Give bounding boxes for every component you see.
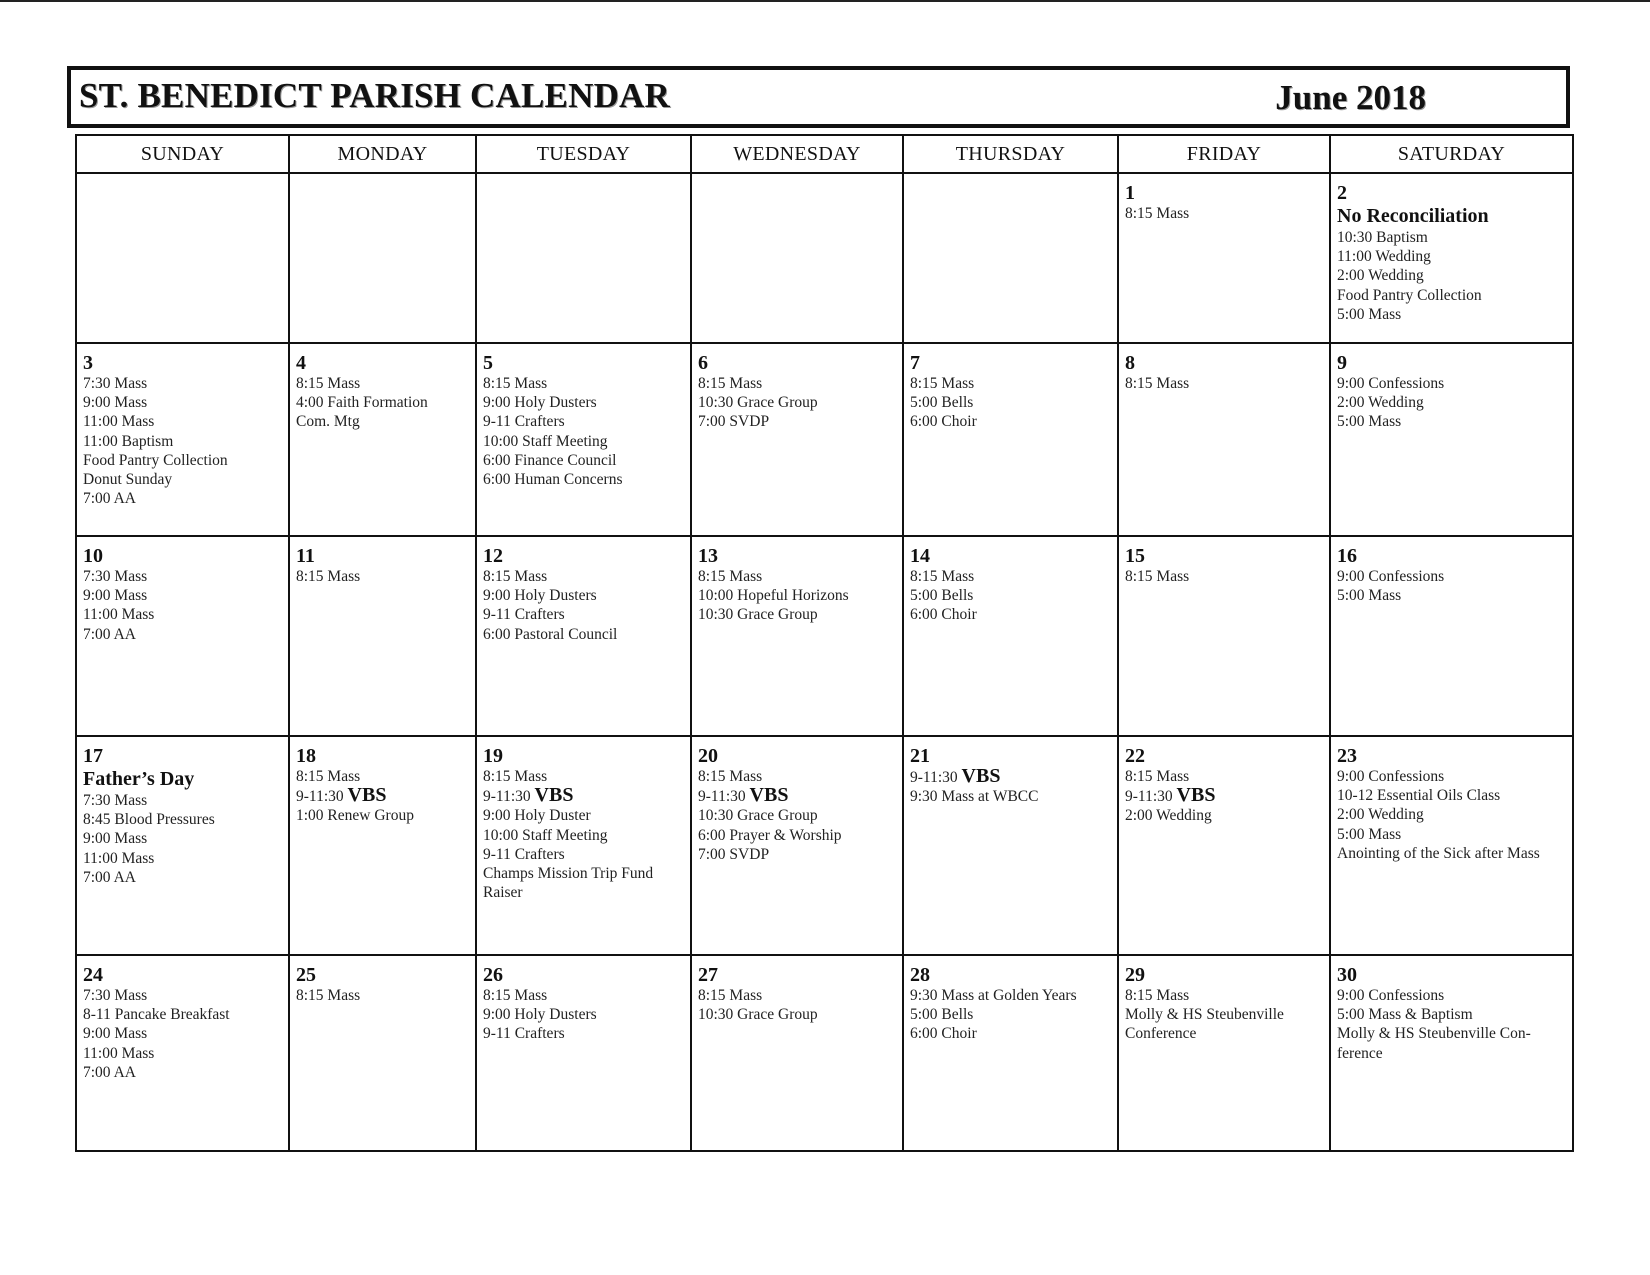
day-number: 24 bbox=[83, 964, 103, 986]
event-item: 8:15 Mass bbox=[296, 987, 361, 1004]
day-cell bbox=[289, 536, 476, 736]
event-item: 8:15 Mass bbox=[483, 987, 548, 1004]
event-item: 5:00 Mass & Baptism bbox=[1337, 1006, 1473, 1024]
event-item: 10:30 Grace Group bbox=[698, 1006, 818, 1024]
event-item: 9:30 Mass at Golden Years bbox=[910, 987, 1077, 1004]
day-number: 22 bbox=[1125, 745, 1145, 767]
event-item bbox=[910, 767, 1111, 787]
day-cell bbox=[76, 736, 289, 955]
event-highlight-label: VBS bbox=[749, 784, 789, 807]
event-item: 5:00 Bells bbox=[910, 1006, 974, 1024]
event-item: 7:00 SVDP bbox=[698, 413, 770, 431]
event-item: 9:00 Confessions bbox=[1337, 568, 1445, 585]
event-item: 9:00 Mass bbox=[83, 587, 148, 605]
day-number: 20 bbox=[698, 745, 718, 767]
day-number: 17 bbox=[83, 745, 103, 767]
event-item: 5:00 Mass bbox=[1337, 413, 1402, 431]
event-item: 9:00 Holy Dusters bbox=[483, 394, 597, 412]
event-item: 8:15 Mass bbox=[910, 375, 975, 392]
event-item: 6:00 Choir bbox=[910, 1025, 977, 1043]
day-cell bbox=[76, 536, 289, 736]
empty-day-cell bbox=[903, 173, 1118, 343]
calendar-header bbox=[67, 66, 1570, 128]
event-item: 9:00 Mass bbox=[83, 394, 148, 412]
event-item: 8:15 Mass bbox=[296, 568, 361, 585]
weekday-sunday: SUNDAY bbox=[76, 135, 289, 173]
event-item: 9:00 Mass bbox=[83, 1025, 148, 1043]
event-item: 2:00 Wedding bbox=[1337, 267, 1424, 285]
day-cell bbox=[903, 736, 1118, 955]
event-item: 5:00 Bells bbox=[910, 394, 974, 412]
empty-day-cell bbox=[476, 173, 691, 343]
event-item bbox=[296, 786, 469, 806]
day-cell bbox=[691, 536, 903, 736]
day-number: 23 bbox=[1337, 745, 1357, 767]
day-cell bbox=[476, 736, 691, 955]
event-item: 11:00 Mass bbox=[83, 849, 155, 867]
event-item: 7:30 Mass bbox=[83, 987, 148, 1004]
event-item: 9:00 Holy Dusters bbox=[483, 587, 597, 605]
day-cell bbox=[476, 955, 691, 1151]
event-item: 7:00 AA bbox=[83, 625, 136, 643]
event-item: 8:15 Mass bbox=[698, 768, 763, 785]
day-number: 4 bbox=[296, 352, 306, 374]
weeks-body bbox=[76, 173, 1573, 1151]
day-number: 12 bbox=[483, 545, 503, 567]
event-item: 5:00 Mass bbox=[1337, 305, 1402, 323]
event-item: 7:00 AA bbox=[83, 1063, 136, 1081]
day-cell bbox=[1118, 736, 1330, 955]
event-item: 4:00 Faith Formation bbox=[296, 394, 428, 412]
weekday-thursday: THURSDAY bbox=[903, 135, 1118, 173]
event-time: 9-11:30 bbox=[483, 788, 535, 806]
day-number: 8 bbox=[1125, 352, 1135, 374]
event-item: 10-12 Essential Oils Class bbox=[1337, 787, 1501, 805]
day-number: 11 bbox=[296, 545, 315, 567]
day-cell bbox=[1330, 173, 1573, 343]
event-item: 9-11 Crafters bbox=[483, 1025, 565, 1043]
day-cell bbox=[903, 536, 1118, 736]
event-highlight: No Reconciliation bbox=[1337, 205, 1489, 227]
day-cell bbox=[289, 955, 476, 1151]
weekday-wednesday: WEDNESDAY bbox=[691, 135, 903, 173]
day-number: 26 bbox=[483, 964, 503, 986]
event-item: 9:00 Confessions bbox=[1337, 375, 1445, 392]
week-row bbox=[76, 173, 1573, 343]
event-item: 9-11 Crafters bbox=[483, 606, 565, 624]
day-cell bbox=[1118, 343, 1330, 536]
event-item: 11:00 Wedding bbox=[1337, 248, 1431, 266]
day-number: 9 bbox=[1337, 352, 1347, 374]
week-row bbox=[76, 343, 1573, 536]
day-cell bbox=[691, 955, 903, 1151]
event-item: 6:00 Pastoral Council bbox=[483, 625, 618, 643]
event-item: 8:15 Mass bbox=[483, 568, 548, 585]
day-cell bbox=[1330, 343, 1573, 536]
day-number: 3 bbox=[83, 352, 93, 374]
event-item: 8:15 Mass bbox=[1125, 768, 1190, 785]
event-item: 8:15 Mass bbox=[296, 768, 361, 785]
event-item: 8:15 Mass bbox=[1125, 375, 1190, 392]
day-number: 21 bbox=[910, 745, 930, 767]
event-item: 1:00 Renew Group bbox=[296, 807, 414, 825]
event-item: 7:00 AA bbox=[83, 490, 136, 508]
day-number: 13 bbox=[698, 545, 718, 567]
week-row bbox=[76, 736, 1573, 955]
day-cell bbox=[691, 343, 903, 536]
event-item: 6:00 Choir bbox=[910, 606, 977, 624]
event-highlight-label: VBS bbox=[1176, 784, 1216, 807]
event-item: 8:15 Mass bbox=[698, 987, 763, 1004]
day-cell bbox=[76, 955, 289, 1151]
event-item: 10:30 Baptism bbox=[1337, 229, 1428, 246]
event-item: 10:30 Grace Group bbox=[698, 807, 818, 825]
event-item: Molly & HS Steubenville Conference bbox=[1125, 1006, 1284, 1043]
event-item: 8:15 Mass bbox=[483, 768, 548, 785]
day-number: 7 bbox=[910, 352, 920, 374]
event-item: 2:00 Wedding bbox=[1337, 394, 1424, 412]
event-item: Donut Sunday bbox=[83, 471, 173, 489]
event-item: Molly & HS Steubenville Con-ference bbox=[1337, 1025, 1531, 1062]
event-item: 7:00 AA bbox=[83, 868, 136, 886]
day-cell bbox=[1330, 955, 1573, 1151]
event-highlight-label: VBS bbox=[534, 784, 574, 807]
event-item: 8:15 Mass bbox=[296, 375, 361, 392]
event-item: 7:30 Mass bbox=[83, 568, 148, 585]
day-number: 18 bbox=[296, 745, 316, 767]
event-item: 7:30 Mass bbox=[83, 375, 148, 392]
day-cell bbox=[76, 343, 289, 536]
calendar-month: June 2018 bbox=[1275, 78, 1426, 117]
event-item: 5:00 Bells bbox=[910, 587, 974, 605]
event-item: 7:00 SVDP bbox=[698, 845, 770, 863]
event-item: 9:30 Mass at WBCC bbox=[910, 788, 1039, 806]
event-item: 9:00 Holy Dusters bbox=[483, 1006, 597, 1024]
calendar-title: ST. BENEDICT PARISH CALENDAR bbox=[79, 76, 670, 115]
event-item: 10:30 Grace Group bbox=[698, 606, 818, 624]
weekday-header-row bbox=[76, 135, 1573, 173]
event-item: 11:00 Mass bbox=[83, 606, 155, 624]
event-item: 10:00 Hopeful Horizons bbox=[698, 587, 849, 605]
month-grid bbox=[75, 134, 1574, 1152]
event-item: 8:15 Mass bbox=[1125, 205, 1190, 222]
event-item: 9-11 Crafters bbox=[483, 845, 565, 863]
event-time: 9-11:30 bbox=[1125, 788, 1177, 806]
event-item: 2:00 Wedding bbox=[1337, 806, 1424, 824]
day-cell bbox=[289, 736, 476, 955]
event-highlight-label: VBS bbox=[347, 784, 387, 807]
day-cell bbox=[903, 343, 1118, 536]
event-item: 9:00 Holy Duster bbox=[483, 807, 591, 825]
day-number: 30 bbox=[1337, 964, 1357, 986]
day-number: 29 bbox=[1125, 964, 1145, 986]
event-item: 9:00 Confessions bbox=[1337, 987, 1445, 1004]
day-number: 15 bbox=[1125, 545, 1145, 567]
event-item: Champs Mission Trip Fund Raiser bbox=[483, 865, 654, 902]
event-item: Anointing of the Sick after Mass bbox=[1337, 844, 1540, 862]
day-cell bbox=[289, 343, 476, 536]
day-cell bbox=[476, 536, 691, 736]
day-number: 10 bbox=[83, 545, 103, 567]
event-item: 8:15 Mass bbox=[698, 568, 763, 585]
event-item: 2:00 Wedding bbox=[1125, 807, 1212, 825]
event-item: 8:15 Mass bbox=[698, 375, 763, 392]
event-item: 9:00 Confessions bbox=[1337, 768, 1445, 785]
event-item: 8-11 Pancake Breakfast bbox=[83, 1006, 230, 1024]
event-item: 6:00 Prayer & Worship bbox=[698, 826, 842, 844]
event-highlight-label: VBS bbox=[961, 765, 1001, 787]
day-cell bbox=[1118, 536, 1330, 736]
weekday-tuesday: TUESDAY bbox=[476, 135, 691, 173]
event-time: 9-11:30 bbox=[698, 788, 750, 806]
day-number: 6 bbox=[698, 352, 708, 374]
day-number: 1 bbox=[1125, 182, 1135, 204]
event-item bbox=[483, 786, 684, 806]
event-item: 5:00 Mass bbox=[1337, 825, 1402, 843]
day-cell bbox=[1118, 173, 1330, 343]
event-item bbox=[698, 786, 896, 806]
day-number: 2 bbox=[1337, 182, 1347, 204]
event-item: Com. Mtg bbox=[296, 413, 360, 431]
day-cell bbox=[903, 955, 1118, 1151]
day-number: 16 bbox=[1337, 545, 1357, 567]
day-cell bbox=[1330, 536, 1573, 736]
day-cell bbox=[691, 736, 903, 955]
event-item: 11:00 Mass bbox=[83, 1044, 155, 1062]
empty-day-cell bbox=[76, 173, 289, 343]
event-item: 9:00 Mass bbox=[83, 830, 148, 848]
event-item: 11:00 Mass bbox=[83, 413, 155, 431]
week-row bbox=[76, 955, 1573, 1151]
event-item: 8:45 Blood Pressures bbox=[83, 811, 215, 829]
day-number: 27 bbox=[698, 964, 718, 986]
event-item: Food Pantry Collection bbox=[1337, 286, 1482, 304]
event-item: 6:00 Human Concerns bbox=[483, 471, 623, 489]
event-time: 9-11:30 bbox=[910, 769, 962, 786]
page-top-rule bbox=[0, 0, 1650, 2]
event-item: 8:15 Mass bbox=[1125, 568, 1190, 585]
weekday-saturday: SATURDAY bbox=[1330, 135, 1573, 173]
event-item: 6:00 Finance Council bbox=[483, 451, 617, 469]
week-row bbox=[76, 536, 1573, 736]
day-number: 25 bbox=[296, 964, 316, 986]
event-item bbox=[1125, 786, 1323, 806]
event-item: 5:00 Mass bbox=[1337, 587, 1402, 605]
event-item: 8:15 Mass bbox=[1125, 987, 1190, 1004]
empty-day-cell bbox=[289, 173, 476, 343]
event-item: 7:30 Mass bbox=[83, 792, 148, 809]
day-number: 28 bbox=[910, 964, 930, 986]
event-highlight: Father’s Day bbox=[83, 768, 195, 790]
empty-day-cell bbox=[691, 173, 903, 343]
weekday-monday: MONDAY bbox=[289, 135, 476, 173]
event-time: 9-11:30 bbox=[296, 788, 348, 806]
event-item: 9-11 Crafters bbox=[483, 413, 565, 431]
day-cell bbox=[476, 343, 691, 536]
day-number: 19 bbox=[483, 745, 503, 767]
event-item: 10:00 Staff Meeting bbox=[483, 432, 608, 450]
event-item: 10:30 Grace Group bbox=[698, 394, 818, 412]
day-number: 5 bbox=[483, 352, 493, 374]
day-cell bbox=[1330, 736, 1573, 955]
event-item: 11:00 Baptism bbox=[83, 432, 174, 450]
event-item: 6:00 Choir bbox=[910, 413, 977, 431]
event-item: Food Pantry Collection bbox=[83, 451, 228, 469]
event-item: 8:15 Mass bbox=[483, 375, 548, 392]
day-cell bbox=[1118, 955, 1330, 1151]
event-item: 10:00 Staff Meeting bbox=[483, 826, 608, 844]
event-item: 8:15 Mass bbox=[910, 568, 975, 585]
weekday-friday: FRIDAY bbox=[1118, 135, 1330, 173]
day-number: 14 bbox=[910, 545, 930, 567]
